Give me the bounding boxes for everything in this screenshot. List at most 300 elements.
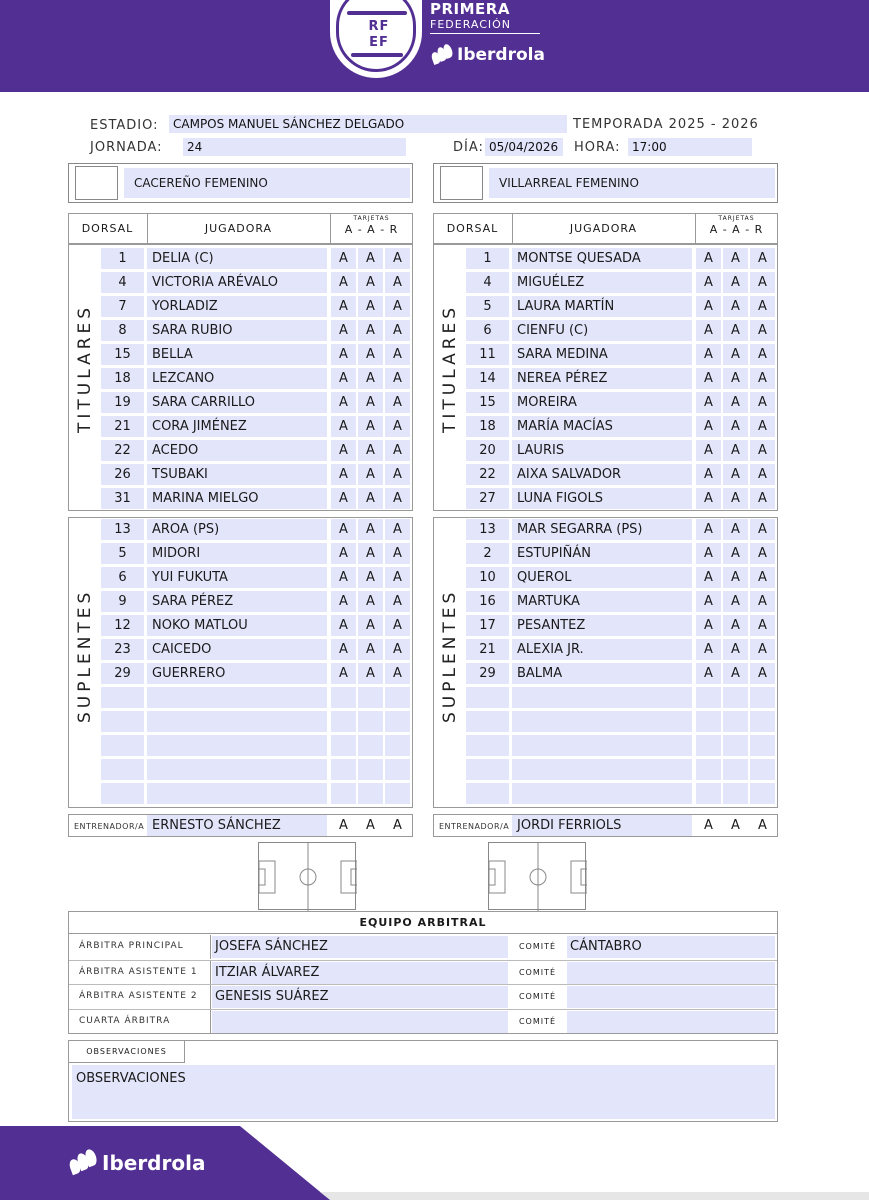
card-box[interactable]: A — [358, 567, 383, 588]
empty-card[interactable] — [385, 759, 410, 780]
card-box[interactable]: A — [385, 488, 410, 509]
player-name[interactable]: MAR SEGARRA (PS) — [512, 519, 692, 540]
player-name[interactable]: NOKO MATLOU — [147, 615, 327, 636]
card-box[interactable]: A — [385, 567, 410, 588]
card-box[interactable]: A — [358, 272, 383, 293]
card-box[interactable]: A — [331, 567, 356, 588]
empty-card[interactable] — [331, 759, 356, 780]
empty-card[interactable] — [358, 783, 383, 804]
dorsal-number[interactable]: 15 — [466, 392, 509, 413]
player-name[interactable]: ACEDO — [147, 440, 327, 461]
empty-dorsal[interactable] — [101, 735, 144, 756]
empty-card[interactable] — [331, 783, 356, 804]
empty-card[interactable] — [358, 687, 383, 708]
pitch-diagram — [258, 842, 356, 910]
empty-card[interactable] — [696, 735, 721, 756]
player-name[interactable]: MIDORI — [147, 543, 327, 564]
brand-divider — [430, 33, 540, 34]
player-name[interactable]: TSUBAKI — [147, 464, 327, 485]
empty-card[interactable] — [750, 783, 775, 804]
empty-player[interactable] — [512, 735, 692, 756]
card-box[interactable]: A — [358, 464, 383, 485]
referee-role: ÁRBITRA ASISTENTE 1 — [69, 961, 211, 985]
card-box[interactable]: A — [331, 639, 356, 660]
card-box[interactable]: A — [385, 615, 410, 636]
referee-row — [69, 960, 777, 984]
card-box[interactable]: A — [723, 663, 748, 684]
card-box[interactable]: A — [696, 543, 721, 564]
matchday-field[interactable]: 24 — [183, 138, 406, 156]
card-box[interactable]: A — [358, 519, 383, 540]
card-box[interactable]: A — [723, 567, 748, 588]
dorsal-number[interactable]: 29 — [466, 663, 509, 684]
empty-dorsal[interactable] — [101, 759, 144, 780]
player-name[interactable]: YORLADIZ — [147, 296, 327, 317]
dorsal-number[interactable]: 17 — [466, 615, 509, 636]
referee-row — [69, 935, 777, 959]
empty-card[interactable] — [696, 783, 721, 804]
card-box[interactable]: A — [750, 416, 775, 437]
dorsal-number[interactable]: 2 — [466, 543, 509, 564]
player-name[interactable]: CAICEDO — [147, 639, 327, 660]
empty-card[interactable] — [750, 687, 775, 708]
player-name[interactable]: MARINA MIELGO — [147, 488, 327, 509]
card-box[interactable]: A — [750, 543, 775, 564]
away-coach-label: ENTRENADOR/A — [439, 822, 510, 831]
logo-text-bottom: EF — [369, 35, 389, 50]
card-box[interactable]: A — [331, 272, 356, 293]
away-team-box — [433, 163, 778, 203]
empty-card[interactable] — [358, 759, 383, 780]
day-label: DÍA: — [453, 140, 484, 155]
player-name[interactable]: LAURA MARTÍN — [512, 296, 692, 317]
card-box[interactable]: A — [385, 543, 410, 564]
dorsal-number[interactable]: 6 — [466, 320, 509, 341]
player-name[interactable]: PESANTEZ — [512, 615, 692, 636]
card-box[interactable]: A — [331, 368, 356, 389]
away-starters-label: TITULARES — [440, 303, 460, 433]
card-box[interactable]: A — [696, 248, 721, 269]
card-box[interactable]: A — [750, 815, 775, 836]
empty-card[interactable] — [385, 687, 410, 708]
dorsal-number[interactable]: 22 — [101, 440, 144, 461]
card-box[interactable]: A — [696, 440, 721, 461]
player-name[interactable]: MIGUÉLEZ — [512, 272, 692, 293]
referee-row — [69, 984, 777, 1008]
card-box[interactable]: A — [331, 519, 356, 540]
away-cards-header: A - A - R — [709, 223, 764, 236]
dorsal-number[interactable]: 8 — [101, 320, 144, 341]
referee-role: ÁRBITRA ASISTENTE 2 — [69, 985, 211, 1009]
empty-dorsal[interactable] — [101, 711, 144, 732]
player-name[interactable]: MARÍA MACÍAS — [512, 416, 692, 437]
player-name[interactable]: LAURIS — [512, 440, 692, 461]
brand-line1: PRIMERA — [430, 0, 510, 18]
empty-player[interactable] — [147, 711, 327, 732]
dorsal-number[interactable]: 7 — [101, 296, 144, 317]
footer-sponsor — [68, 1148, 205, 1178]
dorsal-number[interactable]: 4 — [466, 272, 509, 293]
card-box[interactable]: A — [750, 344, 775, 365]
card-box[interactable]: A — [723, 815, 748, 836]
matchday-label: JORNADA: — [90, 140, 163, 155]
card-box[interactable]: A — [750, 663, 775, 684]
card-box[interactable]: A — [696, 416, 721, 437]
card-box[interactable]: A — [331, 488, 356, 509]
empty-card[interactable] — [358, 711, 383, 732]
dorsal-number[interactable]: 13 — [101, 519, 144, 540]
empty-card[interactable] — [723, 759, 748, 780]
day-field[interactable]: 05/04/2026 — [485, 138, 563, 156]
empty-card[interactable] — [696, 759, 721, 780]
card-box[interactable]: A — [723, 416, 748, 437]
away-subs-label: SUPLENTES — [440, 588, 460, 723]
empty-player[interactable] — [512, 759, 692, 780]
committee-field[interactable] — [567, 962, 775, 984]
dorsal-number[interactable]: 26 — [101, 464, 144, 485]
card-box[interactable]: A — [358, 663, 383, 684]
home-player-header: JUGADORA — [204, 222, 273, 235]
committee-label: COMITÉ — [518, 942, 557, 951]
card-box[interactable]: A — [358, 320, 383, 341]
card-box[interactable]: A — [696, 519, 721, 540]
card-box[interactable]: A — [358, 591, 383, 612]
dorsal-number[interactable]: 18 — [101, 368, 144, 389]
empty-player[interactable] — [512, 783, 692, 804]
card-box[interactable]: A — [723, 320, 748, 341]
player-name[interactable]: ESTUPIÑÁN — [512, 543, 692, 564]
card-box[interactable]: A — [331, 296, 356, 317]
card-box[interactable]: A — [358, 368, 383, 389]
pitch-diagram — [488, 842, 586, 910]
card-box[interactable]: A — [723, 591, 748, 612]
observations-panel — [68, 1040, 778, 1122]
player-name[interactable]: SARA PÉREZ — [147, 591, 327, 612]
dorsal-number[interactable]: 23 — [101, 639, 144, 660]
empty-player[interactable] — [147, 687, 327, 708]
card-box[interactable]: A — [723, 344, 748, 365]
card-box[interactable]: A — [331, 440, 356, 461]
home-team-crest — [75, 166, 118, 200]
player-name[interactable]: DELIA (C) — [147, 248, 327, 269]
committee-field[interactable] — [567, 986, 775, 1008]
home-subs-label: SUPLENTES — [75, 588, 95, 723]
card-box[interactable]: A — [331, 416, 356, 437]
card-box[interactable]: A — [750, 464, 775, 485]
referee-name[interactable]: ITZIAR ÁLVAREZ — [212, 962, 508, 984]
player-name[interactable]: SARA CARRILLO — [147, 392, 327, 413]
player-name[interactable]: AIXA SALVADOR — [512, 464, 692, 485]
card-box[interactable]: A — [385, 464, 410, 485]
player-name[interactable]: NEREA PÉREZ — [512, 368, 692, 389]
dorsal-number[interactable]: 27 — [466, 488, 509, 509]
dorsal-number[interactable]: 10 — [466, 567, 509, 588]
card-box[interactable]: A — [723, 615, 748, 636]
card-box[interactable]: A — [358, 615, 383, 636]
home-cards-title: TARJETAS — [353, 215, 390, 222]
card-box[interactable]: A — [750, 567, 775, 588]
card-box[interactable]: A — [385, 392, 410, 413]
card-box[interactable]: A — [723, 440, 748, 461]
card-box[interactable]: A — [696, 488, 721, 509]
card-box[interactable]: A — [696, 815, 721, 836]
empty-card[interactable] — [358, 735, 383, 756]
referee-name[interactable]: GENESIS SUÁREZ — [212, 986, 508, 1008]
empty-dorsal[interactable] — [466, 687, 509, 708]
dorsal-number[interactable]: 19 — [101, 392, 144, 413]
card-box[interactable]: A — [750, 272, 775, 293]
card-box[interactable]: A — [358, 392, 383, 413]
referee-title: EQUIPO ARBITRAL — [69, 912, 777, 934]
dorsal-number[interactable]: 5 — [466, 296, 509, 317]
referee-name[interactable]: JOSEFA SÁNCHEZ — [212, 936, 508, 958]
empty-card[interactable] — [750, 735, 775, 756]
card-box[interactable]: A — [750, 639, 775, 660]
player-name[interactable]: YUI FUKUTA — [147, 567, 327, 588]
card-box[interactable]: A — [331, 464, 356, 485]
card-box[interactable]: A — [385, 320, 410, 341]
dorsal-number[interactable]: 11 — [466, 344, 509, 365]
card-box[interactable]: A — [723, 248, 748, 269]
card-box[interactable]: A — [358, 639, 383, 660]
player-name[interactable]: QUEROL — [512, 567, 692, 588]
card-box[interactable]: A — [331, 344, 356, 365]
dorsal-number[interactable]: 5 — [101, 543, 144, 564]
dorsal-number[interactable]: 12 — [101, 615, 144, 636]
player-name[interactable]: AROA (PS) — [147, 519, 327, 540]
card-box[interactable]: A — [385, 248, 410, 269]
referee-role: CUARTA ÁRBITRA — [69, 1010, 211, 1034]
card-box[interactable]: A — [696, 567, 721, 588]
dorsal-number[interactable]: 21 — [466, 639, 509, 660]
card-box[interactable]: A — [331, 320, 356, 341]
card-box[interactable]: A — [385, 440, 410, 461]
empty-dorsal[interactable] — [101, 783, 144, 804]
card-box[interactable]: A — [696, 392, 721, 413]
card-box[interactable]: A — [385, 344, 410, 365]
away-team-name[interactable]: VILLARREAL FEMENINO — [489, 168, 775, 198]
player-name[interactable]: SARA RUBIO — [147, 320, 327, 341]
dorsal-number[interactable]: 13 — [466, 519, 509, 540]
card-box[interactable]: A — [385, 368, 410, 389]
dorsal-number[interactable]: 22 — [466, 464, 509, 485]
dorsal-number[interactable]: 9 — [101, 591, 144, 612]
player-name[interactable]: GUERRERO — [147, 663, 327, 684]
empty-player[interactable] — [147, 783, 327, 804]
player-name[interactable]: MONTSE QUESADA — [512, 248, 692, 269]
away-cards-title: TARJETAS — [718, 215, 755, 222]
dorsal-number[interactable]: 18 — [466, 416, 509, 437]
card-box[interactable]: A — [750, 392, 775, 413]
dorsal-number[interactable]: 21 — [101, 416, 144, 437]
card-box[interactable]: A — [723, 543, 748, 564]
committee-field[interactable]: CÁNTABRO — [567, 936, 775, 958]
card-box[interactable]: A — [696, 615, 721, 636]
dorsal-number[interactable]: 31 — [101, 488, 144, 509]
empty-card[interactable] — [696, 687, 721, 708]
away-coach-name[interactable]: JORDI FERRIOLS — [512, 815, 692, 836]
committee-field[interactable] — [567, 1011, 775, 1033]
card-box[interactable]: A — [750, 591, 775, 612]
card-box[interactable]: A — [385, 272, 410, 293]
empty-player[interactable] — [147, 735, 327, 756]
empty-card[interactable] — [723, 711, 748, 732]
brand-line2: FEDERACIÓN — [430, 18, 512, 31]
card-box[interactable]: A — [750, 519, 775, 540]
empty-card[interactable] — [385, 711, 410, 732]
card-box[interactable]: A — [385, 639, 410, 660]
card-box[interactable]: A — [723, 272, 748, 293]
empty-dorsal[interactable] — [101, 687, 144, 708]
card-box[interactable]: A — [696, 464, 721, 485]
card-box[interactable]: A — [331, 815, 356, 836]
iberdrola-leaf-icon — [430, 44, 454, 66]
home-team-box — [68, 163, 413, 203]
card-box[interactable]: A — [750, 368, 775, 389]
player-name[interactable]: SARA MEDINA — [512, 344, 692, 365]
dorsal-number[interactable]: 29 — [101, 663, 144, 684]
card-box[interactable]: A — [331, 591, 356, 612]
away-team-crest — [440, 166, 483, 200]
empty-card[interactable] — [331, 687, 356, 708]
empty-player[interactable] — [147, 759, 327, 780]
card-box[interactable]: A — [385, 815, 410, 836]
season-label: TEMPORADA 2025 - 2026 — [573, 117, 759, 132]
empty-dorsal[interactable] — [466, 759, 509, 780]
card-box[interactable]: A — [358, 488, 383, 509]
card-box[interactable]: A — [723, 464, 748, 485]
stadium-field[interactable]: CAMPOS MANUEL SÁNCHEZ DELGADO — [169, 115, 567, 133]
empty-player[interactable] — [512, 711, 692, 732]
card-box[interactable]: A — [358, 248, 383, 269]
away-dorsal-header: DORSAL — [446, 222, 499, 235]
empty-dorsal[interactable] — [466, 711, 509, 732]
stadium-label: ESTADIO: — [90, 118, 159, 133]
dorsal-number[interactable]: 1 — [466, 248, 509, 269]
card-box[interactable]: A — [723, 519, 748, 540]
card-box[interactable]: A — [358, 440, 383, 461]
dorsal-number[interactable]: 14 — [466, 368, 509, 389]
empty-dorsal[interactable] — [466, 735, 509, 756]
empty-card[interactable] — [750, 759, 775, 780]
footer-sponsor-text: Iberdrola — [102, 1151, 206, 1175]
card-box[interactable]: A — [723, 296, 748, 317]
card-box[interactable]: A — [331, 615, 356, 636]
committee-label: COMITÉ — [518, 992, 557, 1001]
player-name[interactable]: LEZCANO — [147, 368, 327, 389]
time-label: HORA: — [574, 140, 621, 155]
home-starters-label: TITULARES — [75, 303, 95, 433]
time-field[interactable]: 17:00 — [628, 138, 752, 156]
card-box[interactable]: A — [385, 591, 410, 612]
empty-player[interactable] — [512, 687, 692, 708]
referee-role: ÁRBITRA PRINCIPAL — [69, 935, 211, 959]
empty-card[interactable] — [723, 735, 748, 756]
logo-text-top: RF — [368, 19, 390, 34]
card-box[interactable]: A — [358, 416, 383, 437]
player-name[interactable]: VICTORIA ARÉVALO — [147, 272, 327, 293]
card-box[interactable]: A — [696, 272, 721, 293]
card-box[interactable]: A — [331, 543, 356, 564]
empty-card[interactable] — [331, 711, 356, 732]
empty-card[interactable] — [750, 711, 775, 732]
card-box[interactable]: A — [696, 591, 721, 612]
card-box[interactable]: A — [358, 344, 383, 365]
card-box[interactable]: A — [750, 248, 775, 269]
card-box[interactable]: A — [385, 519, 410, 540]
empty-card[interactable] — [385, 783, 410, 804]
empty-dorsal[interactable] — [466, 783, 509, 804]
card-box[interactable]: A — [385, 296, 410, 317]
committee-label: COMITÉ — [518, 1016, 557, 1026]
dorsal-number[interactable]: 15 — [101, 344, 144, 365]
card-box[interactable]: A — [358, 543, 383, 564]
dorsal-number[interactable]: 4 — [101, 272, 144, 293]
player-name[interactable]: BELLA — [147, 344, 327, 365]
player-name[interactable]: MOREIRA — [512, 392, 692, 413]
card-box[interactable]: A — [358, 815, 383, 836]
referee-name[interactable] — [212, 1011, 508, 1033]
empty-card[interactable] — [331, 735, 356, 756]
player-name[interactable]: LUNA FIGOLS — [512, 488, 692, 509]
card-box[interactable]: A — [723, 392, 748, 413]
card-box[interactable]: A — [696, 639, 721, 660]
empty-card[interactable] — [385, 735, 410, 756]
dorsal-number[interactable]: 16 — [466, 591, 509, 612]
card-box[interactable]: A — [750, 296, 775, 317]
player-name[interactable]: ALEXIA JR. — [512, 639, 692, 660]
player-name[interactable]: CIENFU (C) — [512, 320, 692, 341]
card-box[interactable]: A — [723, 639, 748, 660]
home-cards-header: A - A - R — [344, 223, 399, 236]
card-box[interactable]: A — [385, 663, 410, 684]
empty-card[interactable] — [696, 711, 721, 732]
card-box[interactable]: A — [750, 320, 775, 341]
referee-row — [69, 1009, 777, 1033]
card-box[interactable]: A — [750, 488, 775, 509]
card-box[interactable]: A — [750, 615, 775, 636]
card-box[interactable]: A — [696, 663, 721, 684]
card-box[interactable]: A — [358, 296, 383, 317]
card-box[interactable]: A — [696, 344, 721, 365]
home-team-name[interactable]: CACEREÑO FEMENINO — [124, 168, 410, 198]
dorsal-number[interactable]: 20 — [466, 440, 509, 461]
player-name[interactable]: MARTUKA — [512, 591, 692, 612]
committee-label: COMITÉ — [518, 967, 557, 977]
card-box[interactable]: A — [723, 488, 748, 509]
card-box[interactable]: A — [696, 368, 721, 389]
card-box[interactable]: A — [750, 440, 775, 461]
observations-tab: OBSERVACIONES — [69, 1041, 185, 1063]
player-name[interactable]: CORA JIMÉNEZ — [147, 416, 327, 437]
card-box[interactable]: A — [331, 663, 356, 684]
card-box[interactable]: A — [696, 320, 721, 341]
home-coach-name[interactable]: ERNESTO SÁNCHEZ — [147, 815, 327, 836]
header-sponsor-text: Iberdrola — [457, 45, 545, 65]
card-box[interactable]: A — [331, 248, 356, 269]
card-box[interactable]: A — [385, 416, 410, 437]
card-box[interactable]: A — [696, 296, 721, 317]
card-box[interactable]: A — [723, 368, 748, 389]
observations-field[interactable]: OBSERVACIONES — [72, 1065, 775, 1119]
player-name[interactable]: BALMA — [512, 663, 692, 684]
empty-card[interactable] — [723, 783, 748, 804]
empty-card[interactable] — [723, 687, 748, 708]
dorsal-number[interactable]: 6 — [101, 567, 144, 588]
home-dorsal-header: DORSAL — [81, 222, 134, 235]
dorsal-number[interactable]: 1 — [101, 248, 144, 269]
card-box[interactable]: A — [331, 392, 356, 413]
